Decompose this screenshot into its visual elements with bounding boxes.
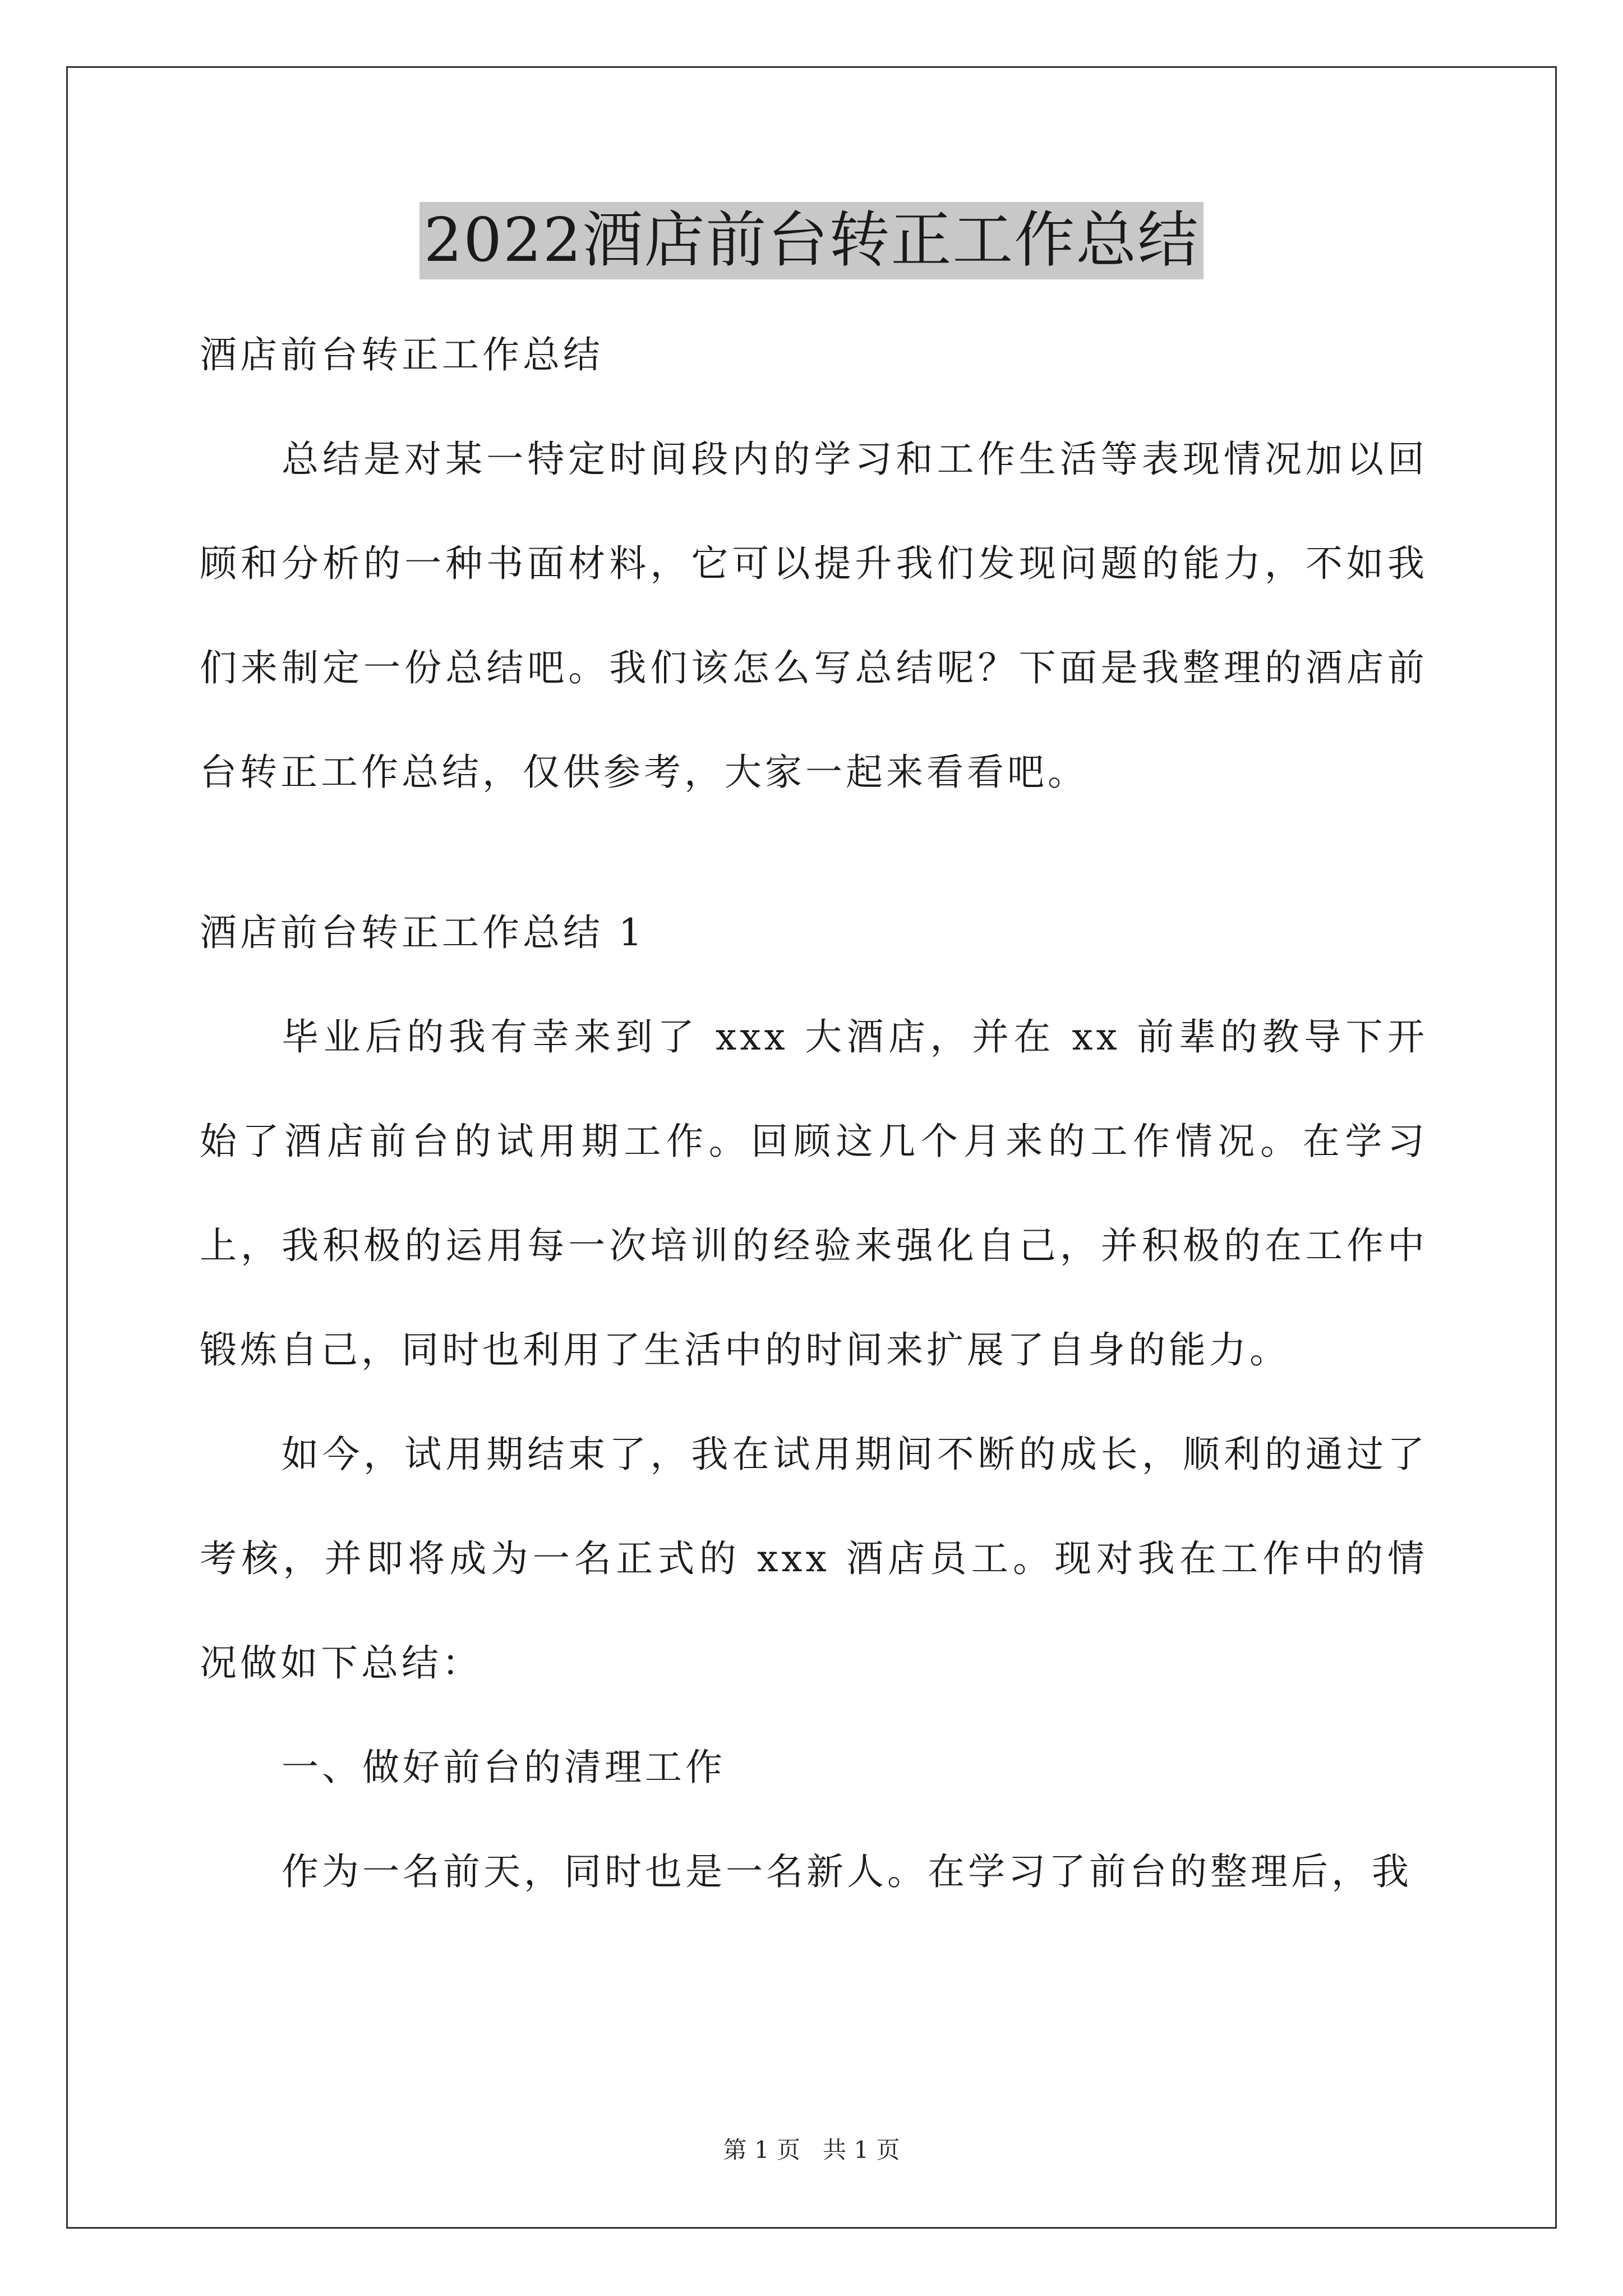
section-heading: 酒店前台转正工作总结 1 [200, 911, 645, 954]
body-paragraph: 如今，试用期结束了，我在试用期间不断的成长，顺利的通过了考核，并即将成为一名正式的 xxx 酒店员工。现对我在工作中的情况做如下总结： [200, 1433, 1428, 1685]
section-spacer [200, 825, 1428, 881]
document-body [200, 303, 1428, 1924]
title-container [0, 202, 1623, 279]
document-title: 2022酒店前台转正工作总结 [419, 202, 1204, 279]
intro-paragraph: 总结是对某一特定时间段内的学习和工作生活等表现情况加以回顾和分析的一种书面材料，它可以提升我们发现问题的能力，不如我们来制定一份总结吧。我们该怎么写总结呢？下面是我整理的酒店前台转正工作总结，仅供参考，大家一起来看看吧。 [200, 438, 1428, 794]
body-paragraph: 毕业后的我有幸来到了 xxx 大酒店，并在 xx 前辈的教导下开始了酒店前台的试用期工作。回顾这几个月来的工作情况。在学习上，我积极的运用每一次培训的经验来强化自己，并积极的在工作中锻炼自己，同时也利用了生活中的时间来扩展了自身的能力。 [200, 1015, 1428, 1372]
document-subtitle: 酒店前台转正工作总结 [200, 333, 603, 376]
page-footer: 第 1 页 共 1 页 [723, 2136, 900, 2164]
body-paragraph: 作为一名前天，同时也是一名新人。在学习了前台的整理后，我 [282, 1850, 1412, 1893]
subsection-heading: 一、做好前台的清理工作 [282, 1746, 726, 1789]
